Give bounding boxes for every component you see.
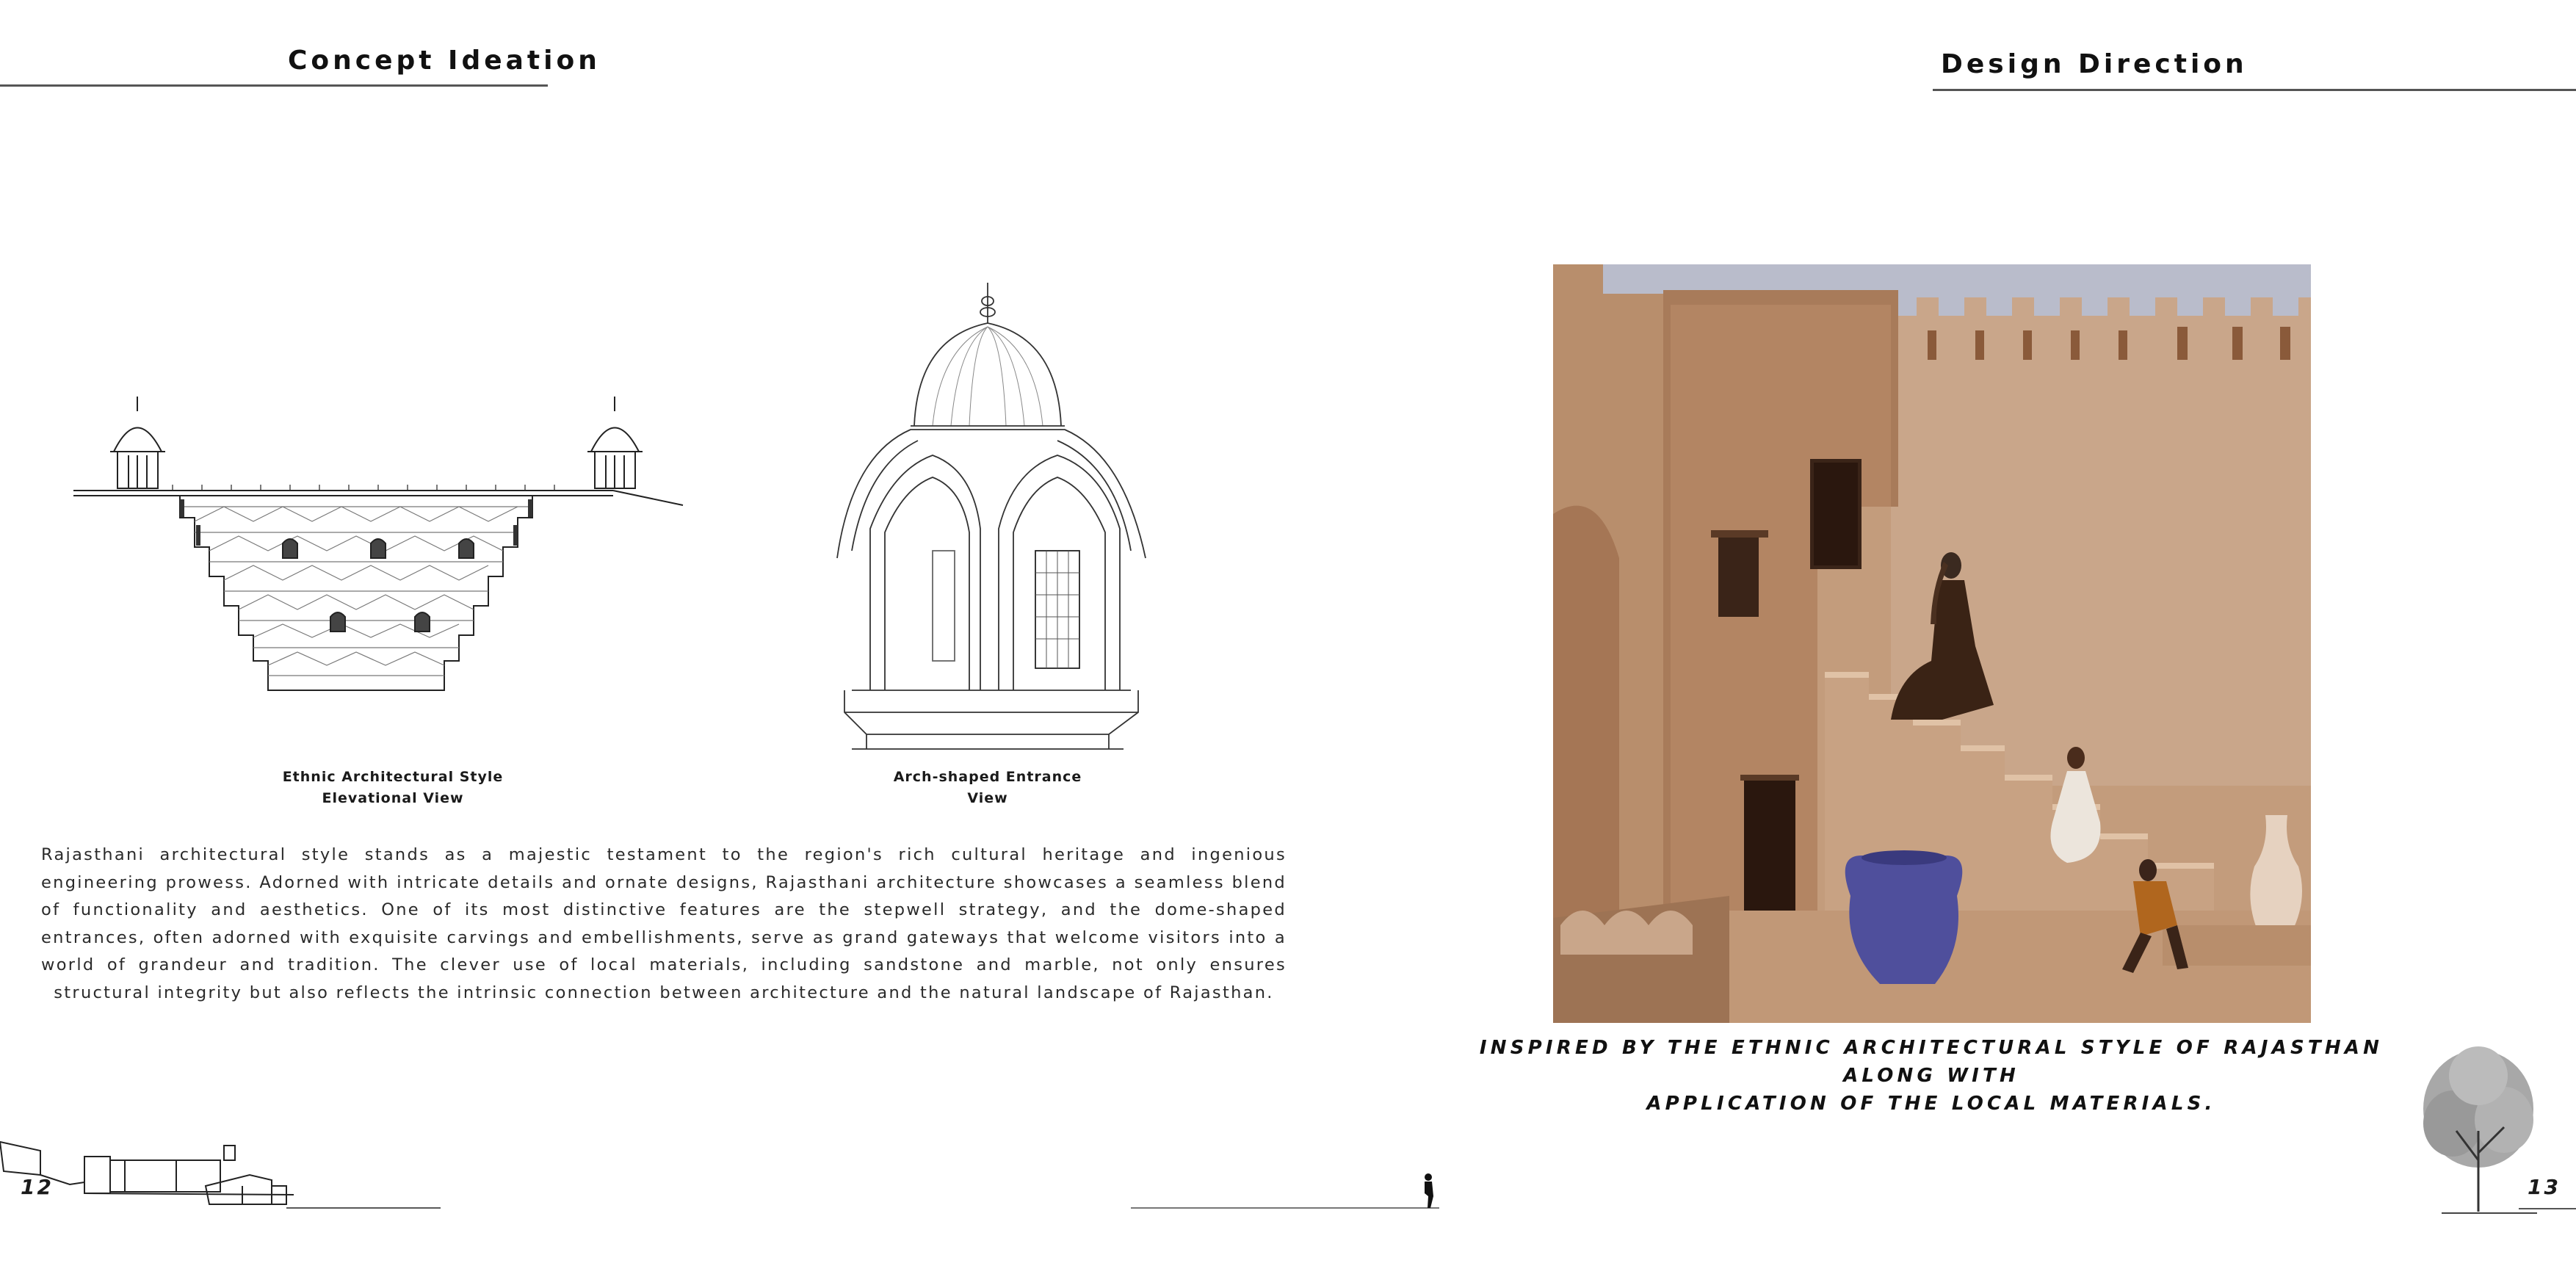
arch-entrance-drawing [822,279,1160,756]
scale-figure-baseline [1131,1171,1439,1215]
footer-rule-right [2519,1208,2576,1209]
stepwell-elevation-drawing [70,345,687,720]
design-direction-caption-line-2: APPLICATION OF THE LOCAL MATERIALS. [1646,1093,2216,1115]
heading-underline-left [0,84,548,87]
design-direction-caption [1454,1034,2409,1118]
tree-sketch [2412,1043,2544,1215]
page-title-design-direction: Design Direction [1941,49,2248,79]
building-section-sketch [0,1112,448,1212]
page-number-left: 12 [21,1175,54,1199]
heading-underline-right [1933,89,2576,91]
page-title-concept-ideation: Concept Ideation [288,46,601,76]
rajasthan-courtyard-illustration [1553,264,2311,1023]
caption-elevation-line-1: Ethnic Architectural Style [282,769,504,785]
caption-arch [841,767,1135,809]
caption-arch-line-1: Arch-shaped Entrance [893,769,1082,785]
caption-arch-line-2: View [967,790,1008,806]
design-direction-caption-line-1: INSPIRED BY THE ETHNIC ARCHITECTURAL STYLE OF RAJASTHAN ALONG WITH [1479,1037,2384,1087]
page-number-right: 13 [2528,1175,2561,1199]
caption-elevation [242,767,543,809]
caption-elevation-line-2: Elevational View [322,790,464,806]
body-paragraph: Rajasthani architectural style stands as a majestic testament to the region's rich cultural heritage and ingenious engineering prowess. Adorned with intricate details and ornate designs, Rajasthani architecture showcases a seamless blend of functionality and aesthetics. One of its most distinctive features are the stepwell strategy, and the dome-shaped entrances, often adorned with exquisite carvings and embellishments, serve as grand gateways that welcome visitors into a world of grandeur and tradition. The clever use of local materials, including sandstone and marble, not only ensures structural integrity but also reflects the intrinsic connection between architecture and the natural landscape of Rajasthan. [41,845,1287,1002]
